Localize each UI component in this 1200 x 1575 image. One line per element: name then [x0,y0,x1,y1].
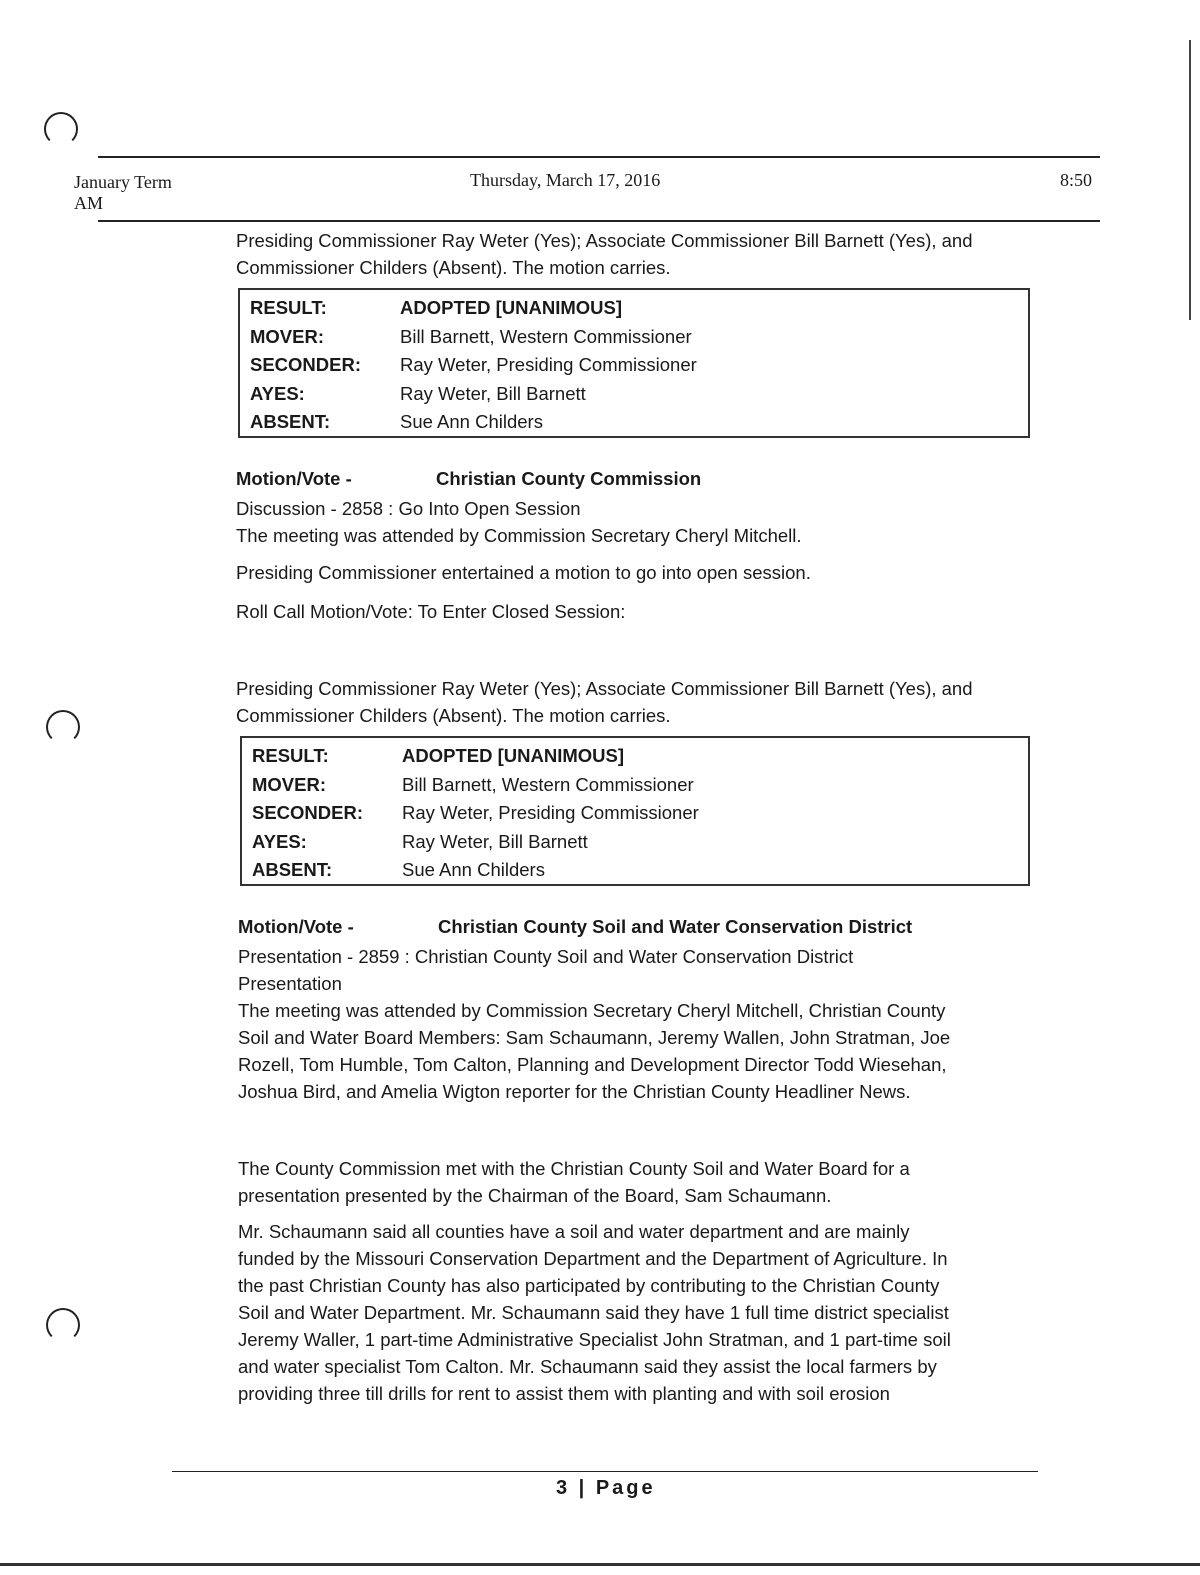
body-line: Joshua Bird, and Amelia Wigton reporter for the Christian County Headliner News. [238,1081,911,1102]
section3-attendance [238,943,950,1105]
heading-motion-vote: Motion/Vote - [238,916,354,937]
section2-motion: Presiding Commissioner entertained a motion to go into open session. [236,562,811,583]
section3-paragraph-1 [238,1155,910,1209]
vote-label: AYES: [250,382,305,404]
body-line: The County Commission met with the Christian County Soil and Water Board for a [238,1158,910,1179]
heading-title: Christian County Commission [436,468,702,489]
section2-rollcall: Roll Call Motion/Vote: To Enter Closed Session: [236,601,626,622]
vote-result-box-1 [238,288,1030,438]
vote-result-box-2 [240,736,1030,886]
header-term-line1: January Term [74,172,172,192]
vote-row [250,323,1018,352]
section2-result-paragraph [236,675,973,729]
header-top-rule [98,156,1100,158]
scan-bottom-edge [0,1563,1200,1566]
footer-rule [172,1471,1038,1472]
vote-label: ABSENT: [252,859,333,881]
discussion-line: Discussion - 2858 : Go Into Open Session [236,498,581,519]
header-term-line2: AM [74,193,104,213]
vote-value: Sue Ann Childers [402,859,545,881]
vote-label: SECONDER: [252,802,364,824]
vote-label: SECONDER: [250,354,362,376]
vote-value: Bill Barnett, Western Commissioner [402,773,694,795]
body-line: presentation presented by the Chairman of the Board, Sam Schaumann. [238,1185,832,1206]
vote-row [252,799,1018,828]
header-date: Thursday, March 17, 2016 [470,170,661,190]
vote-value: Bill Barnett, Western Commissioner [400,325,692,347]
header-term [74,172,172,214]
body-line: Rozell, Tom Humble, Tom Calton, Planning and Development Director Todd Wiesehan, [238,1054,947,1075]
binder-hole-bottom [46,1308,80,1342]
vote-label: AYES: [252,830,307,852]
vote-row [252,771,1018,800]
section3-paragraph-2 [238,1218,951,1407]
section-heading-commission [236,468,701,490]
vote-row [250,294,1018,323]
header-bottom-rule [98,220,1100,222]
vote-label: MOVER: [252,773,326,795]
vote-value: Ray Weter, Presiding Commissioner [400,354,697,376]
body-line: Mr. Schaumann said all counties have a soil and water department and are mainly [238,1221,910,1242]
vote-value: ADOPTED [UNANIMOUS] [400,297,622,319]
body-line: Jeremy Waller, 1 part-time Administrative Specialist John Stratman, and 1 part-time soil [238,1329,951,1350]
binder-hole-middle [46,710,80,744]
binder-hole-top [44,112,78,146]
intro-line: Presiding Commissioner Ray Weter (Yes); Associate Commissioner Bill Barnett (Yes), and [236,230,973,251]
body-line: and water specialist Tom Calton. Mr. Schaumann said they assist the local farmers by [238,1356,937,1377]
vote-row [252,828,1018,857]
body-line: Presentation - 2859 : Christian County Soil and Water Conservation District [238,946,854,967]
intro-paragraph [236,227,973,281]
intro-line: Commissioner Childers (Absent). The motion carries. [236,257,671,278]
vote-label: ABSENT: [250,411,331,433]
vote-row [250,380,1018,409]
vote-label: RESULT: [252,745,329,767]
body-line: Soil and Water Department. Mr. Schaumann said they have 1 full time district specialist [238,1302,949,1323]
body-line: funded by the Missouri Conservation Department and the Department of Agriculture. In [238,1248,948,1269]
vote-value: Sue Ann Childers [400,411,543,433]
vote-label: RESULT: [250,297,327,319]
attendance-line: The meeting was attended by Commission Secretary Cheryl Mitchell. [236,525,802,546]
vote-row [250,408,1018,437]
header-time: 8:50 [1060,170,1093,190]
section2-body [236,495,802,549]
vote-value: Ray Weter, Bill Barnett [402,830,588,852]
vote-value: Ray Weter, Bill Barnett [400,382,586,404]
body-line: Presentation [238,973,342,994]
vote-value: Ray Weter, Presiding Commissioner [402,802,699,824]
page-edge-line [1189,40,1191,320]
section-heading-soil-water [238,916,912,938]
vote-row [252,742,1018,771]
result-line: Presiding Commissioner Ray Weter (Yes); Associate Commissioner Bill Barnett (Yes), and [236,678,973,699]
vote-row [250,351,1018,380]
body-line: The meeting was attended by Commission Secretary Cheryl Mitchell, Christian County [238,1000,946,1021]
vote-value: ADOPTED [UNANIMOUS] [402,745,624,767]
heading-motion-vote: Motion/Vote - [236,468,352,489]
page-number: 3 | Page [556,1477,656,1499]
body-line: Soil and Water Board Members: Sam Schaumann, Jeremy Wallen, John Stratman, Joe [238,1027,951,1048]
body-line: providing three till drills for rent to assist them with planting and with soil erosion [238,1383,890,1404]
vote-row [252,856,1018,885]
result-line: Commissioner Childers (Absent). The motion carries. [236,705,671,726]
heading-title: Christian County Soil and Water Conservation District [438,916,913,937]
vote-label: MOVER: [250,325,324,347]
body-line: the past Christian County has also participated by contributing to the Christian County [238,1275,940,1296]
